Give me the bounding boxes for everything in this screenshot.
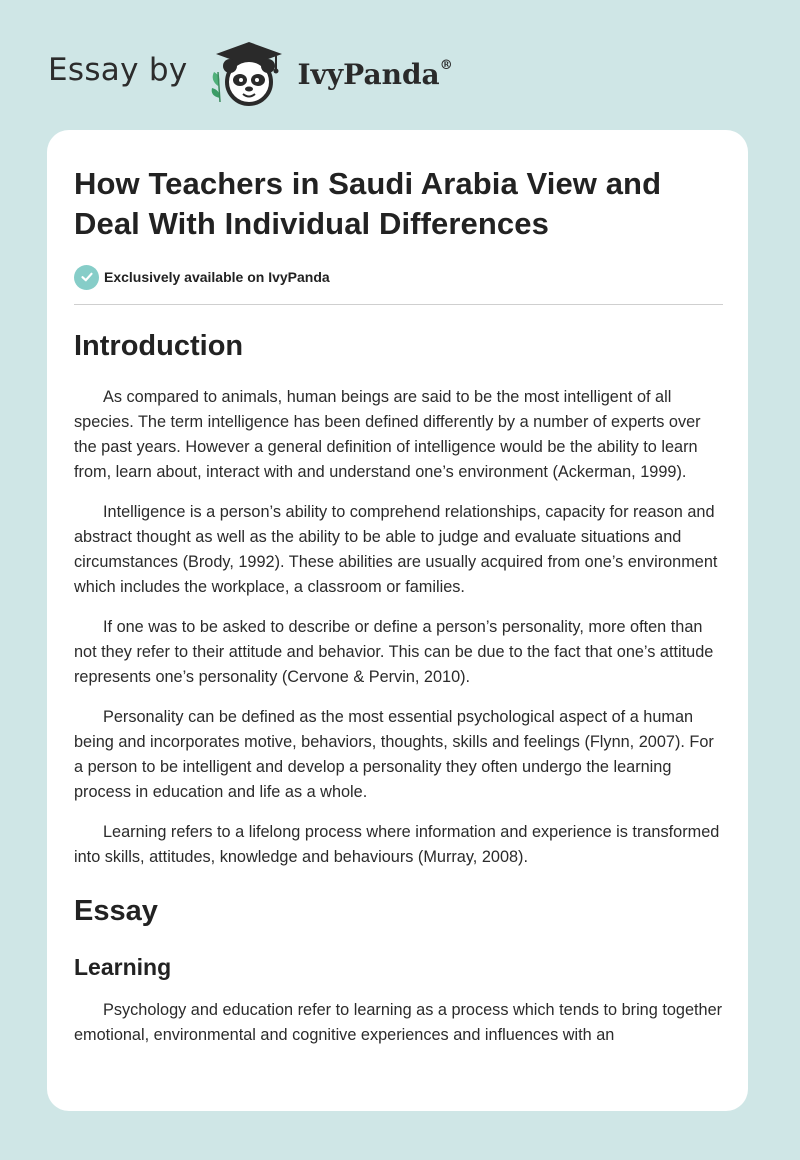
exclusive-badge bbox=[74, 264, 724, 290]
section-heading-introduction: Introduction bbox=[74, 330, 244, 362]
section-heading-essay: Essay bbox=[74, 895, 158, 927]
paragraph: Intelligence is a person’s ability to comprehend relationships, capacity for reason and abstract thought as well as the ability to be able to judge and evaluate situations and circumstances (Brody, 1992). These abilities are usually acquired from one’s environment which includes the workplace, a classroom or families. bbox=[74, 503, 718, 596]
paragraph: If one was to be asked to describe or define a person’s personality, more often than not they refer to their attitude and behavior. This can be due to the fact that one’s attitude represents one’s personality (Cervone & Pervin, 2010). bbox=[74, 618, 714, 686]
registered-mark: ® bbox=[439, 58, 453, 74]
divider bbox=[74, 304, 723, 305]
essay-by-label: Essay by bbox=[48, 52, 188, 88]
ivypanda-logo-icon[interactable] bbox=[204, 36, 294, 108]
paragraph: Learning refers to a lifelong process where information and experience is transformed into skills, attitudes, knowledge and behaviours (Murray, 2008). bbox=[74, 823, 720, 866]
paragraph: Psychology and education refer to learning as a process which tends to bring together emotional, environmental and cognitive experiences and influences with an bbox=[74, 1001, 723, 1044]
check-circle-icon bbox=[74, 265, 99, 290]
subsection-heading-learning: Learning bbox=[74, 954, 172, 980]
essay-content bbox=[74, 164, 724, 1048]
essay-card bbox=[47, 130, 748, 1111]
essay-title: How Teachers in Saudi Arabia View and Deal With Individual Differences bbox=[74, 166, 662, 241]
exclusive-badge-text: Exclusively available on IvyPanda bbox=[104, 269, 330, 285]
paragraph: As compared to animals, human beings are said to be the most intelligent of all species. The term intelligence has been defined differently by a number of experts over the past years. However a general definition of intelligence would be the ability to learn from, learn about, interact with and understand one’s environment (Ackerman, 1999). bbox=[74, 388, 701, 481]
paragraph: Personality can be defined as the most essential psychological aspect of a human being and incorporates motive, behaviors, thoughts, skills and feelings (Flynn, 2007). For a person to be intelligent and develop a personality they often undergo the learning process in education and life as a whole. bbox=[74, 708, 714, 801]
brand-name[interactable]: IvyPanda® bbox=[297, 57, 453, 91]
site-header bbox=[48, 36, 453, 108]
